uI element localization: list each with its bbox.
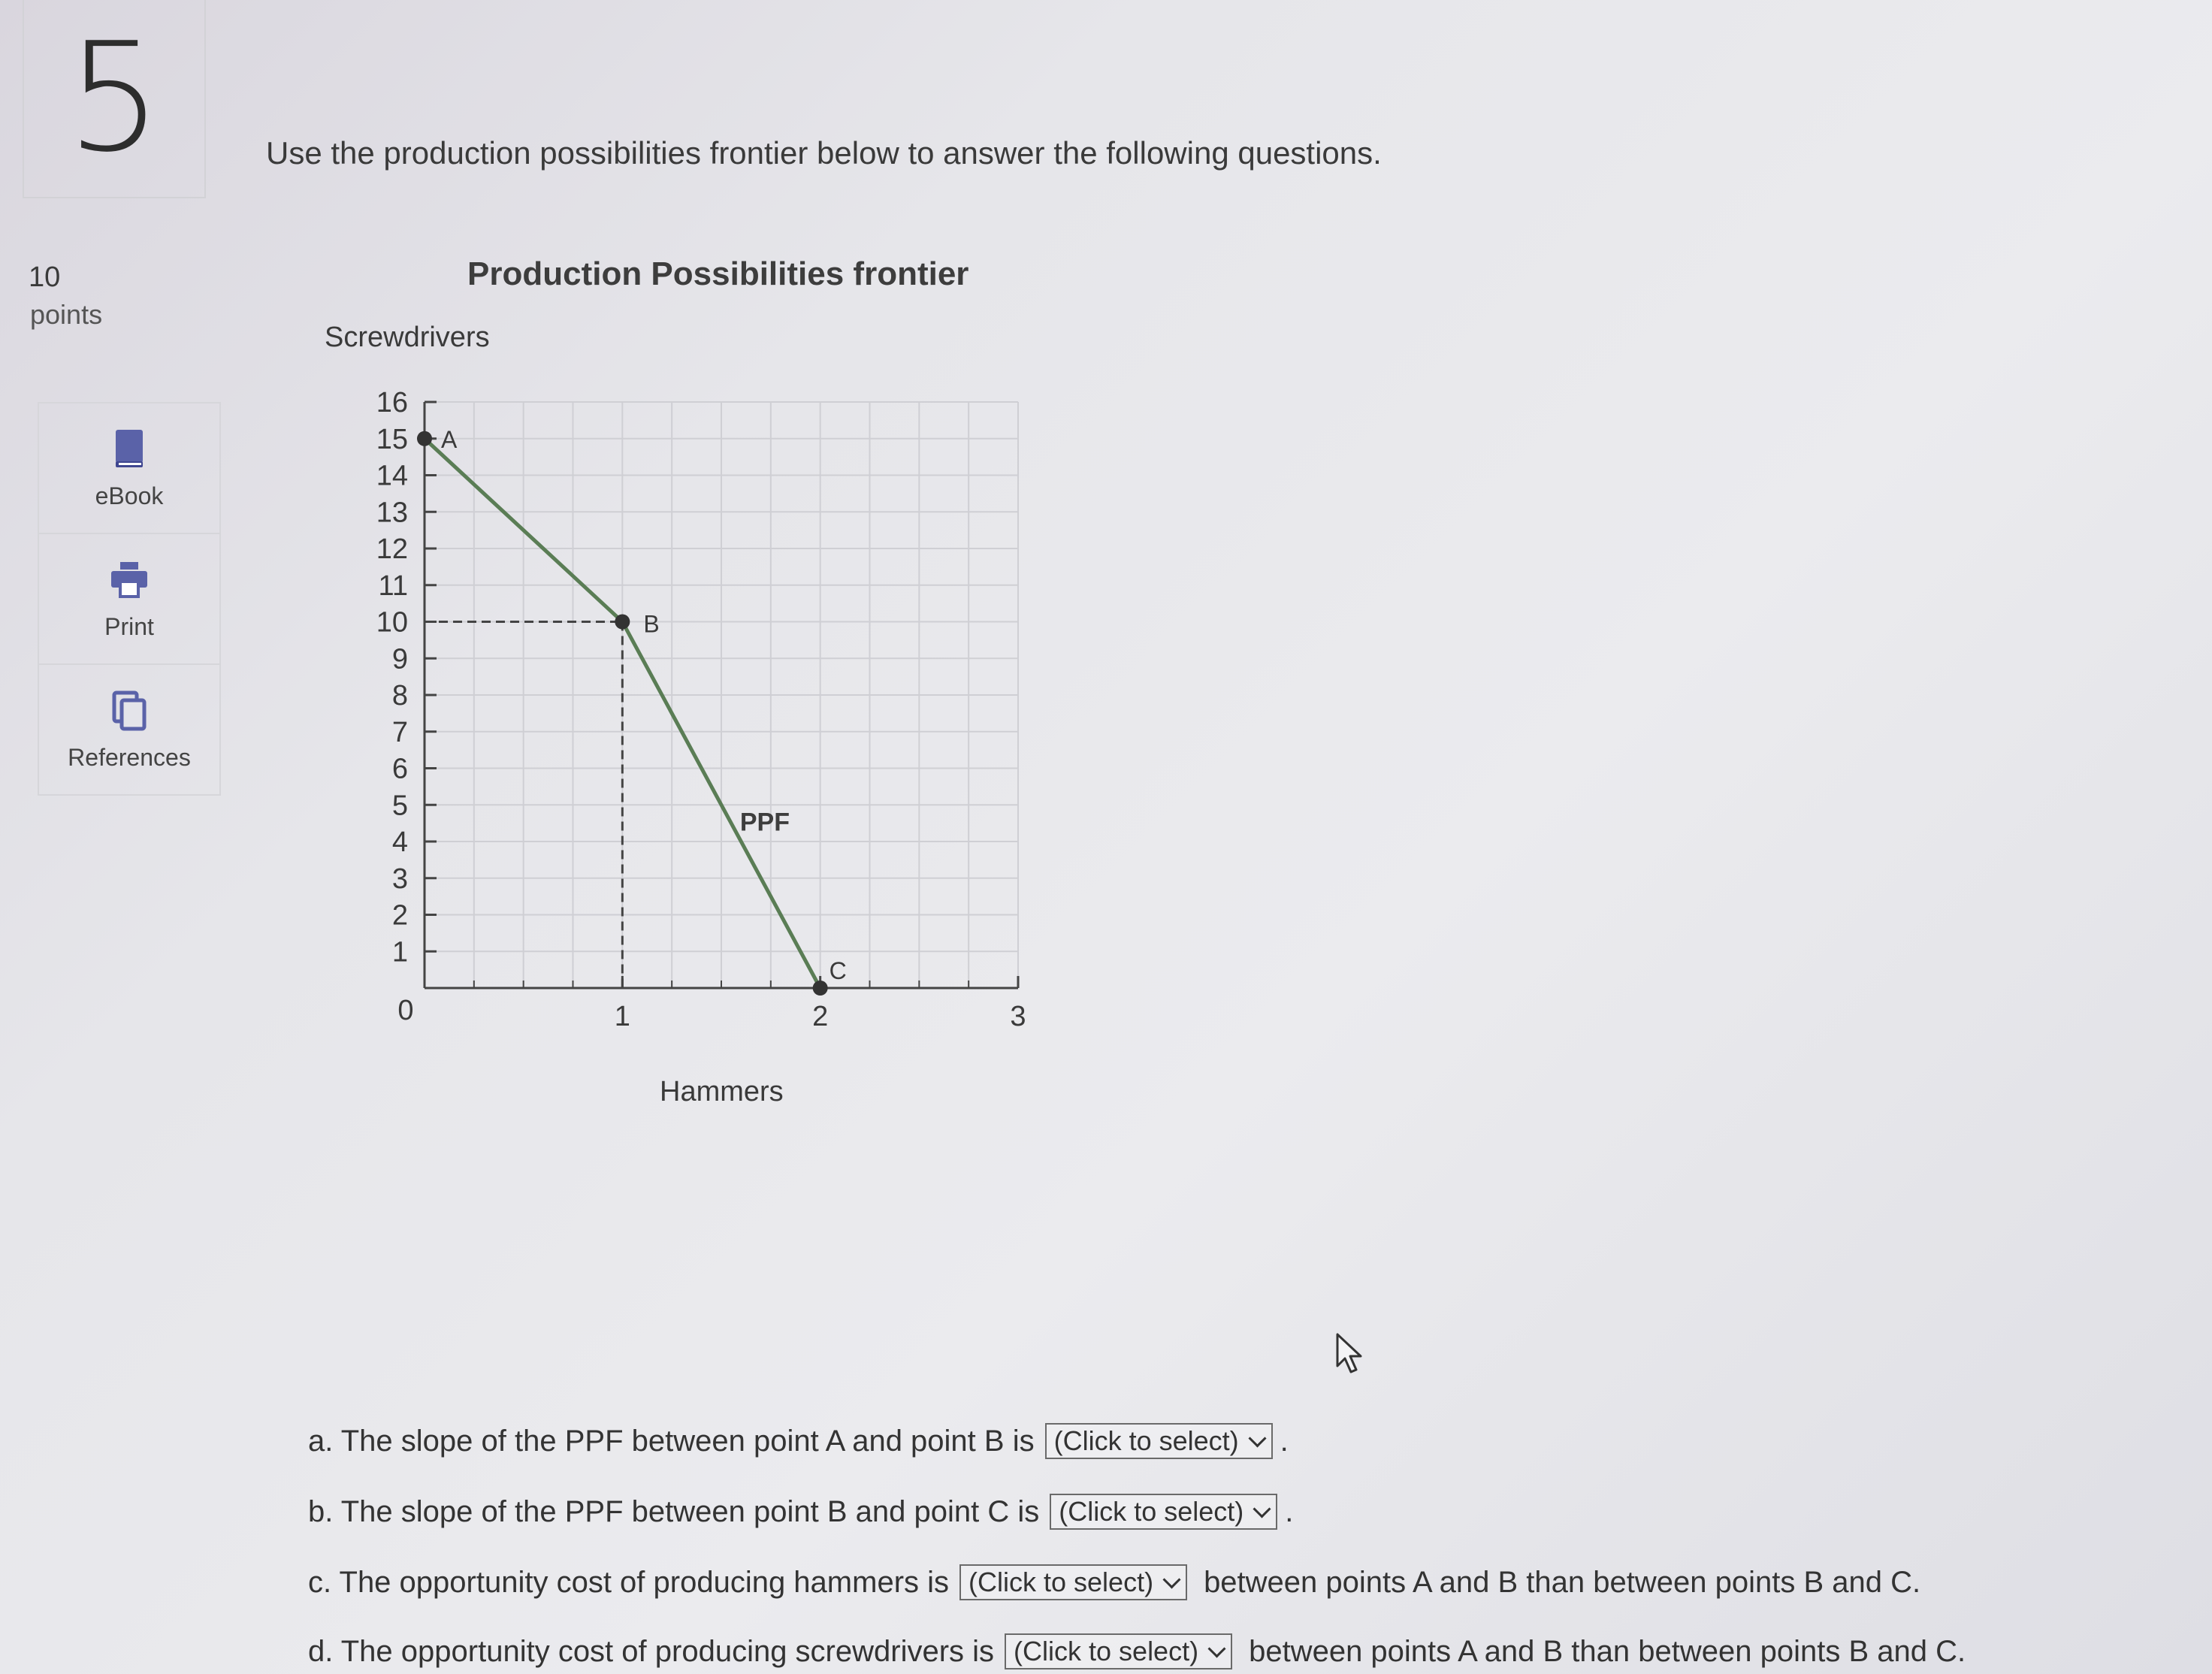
tools-panel [38,402,221,796]
question-c [308,1564,1920,1600]
book-icon [107,427,152,472]
question-prompt: Use the production possibilities frontier below to answer the following questions. [266,135,1382,171]
question-d-select-value: (Click to select) [1014,1636,1199,1666]
ebook-button[interactable] [39,403,219,534]
print-button[interactable] [39,534,219,665]
point-b [615,615,630,630]
question-number: 5 [66,11,162,186]
references-button[interactable] [39,665,219,794]
question-a [308,1423,1289,1459]
y-tick-label: 9 [391,643,408,675]
y-tick-label: 10 [376,606,408,639]
printer-icon [107,557,152,603]
x-tick-label: 0 [397,995,414,1026]
y-tick-label: 16 [376,387,408,418]
question-b-suffix: . [1285,1494,1294,1528]
mouse-cursor-icon [1336,1333,1366,1375]
question-a-text: a. The slope of the PPF between point A and point B is [308,1424,1035,1458]
question-c-text: c. The opportunity cost of producing hammers is [308,1565,950,1599]
x-axis-label: Hammers [660,1076,784,1107]
y-tick-label: 6 [391,753,408,785]
question-d-suffix: between points A and B than between points B and C. [1249,1634,1966,1668]
y-tick-label: 4 [391,826,408,858]
question-number-box [23,0,206,198]
y-tick-label: 8 [391,680,408,712]
question-b-select-value: (Click to select) [1059,1496,1244,1527]
y-tick-label: 15 [376,423,408,455]
x-tick-label: 1 [614,1001,630,1032]
y-tick-label: 1 [391,936,408,968]
series-label-ppf: PPF [739,808,790,837]
print-label: Print [104,612,154,640]
points-label: points [30,299,103,330]
y-tick-label: 2 [391,899,408,932]
chevron-down-icon [1208,1639,1226,1657]
copy-icon [107,688,152,733]
x-tick-label: 3 [1010,1001,1026,1032]
question-c-select[interactable] [959,1564,1187,1600]
point-label-a: A [441,425,458,453]
y-tick-label: 14 [376,460,408,492]
ppf-chart [331,376,1052,1067]
question-b-text: b. The slope of the PPF between point B and point C is [308,1494,1040,1528]
question-a-suffix: . [1280,1424,1289,1458]
question-b [308,1494,1293,1530]
y-tick-label: 11 [378,570,408,602]
x-tick-label: 2 [812,1001,829,1032]
y-tick-label: 3 [391,863,408,895]
ebook-label: eBook [95,482,164,509]
question-d-text: d. The opportunity cost of producing screwdrivers is [308,1634,995,1668]
y-tick-label: 7 [391,716,408,748]
question-d-select[interactable] [1005,1633,1232,1669]
y-tick-label: 12 [376,533,408,565]
y-tick-label: 5 [391,790,408,822]
question-b-select[interactable] [1050,1494,1277,1530]
question-a-select[interactable] [1045,1423,1273,1459]
question-c-select-value: (Click to select) [969,1567,1154,1597]
chart-title: Production Possibilities frontier [467,255,969,292]
chevron-down-icon [1253,1500,1271,1518]
references-label: References [68,743,191,771]
y-tick-label: 13 [376,497,408,529]
chevron-down-icon [1163,1570,1181,1588]
question-c-suffix: between points A and B than between points B and C. [1204,1565,1921,1599]
question-d [308,1633,1966,1669]
y-axis-label: Screwdrivers [325,322,490,353]
chevron-down-icon [1248,1429,1266,1447]
point-a [417,431,432,446]
question-a-select-value: (Click to select) [1053,1425,1239,1456]
point-label-c: C [829,957,847,984]
point-c [813,981,828,996]
point-label-b: B [643,610,660,638]
points-value: 10 [29,261,61,293]
